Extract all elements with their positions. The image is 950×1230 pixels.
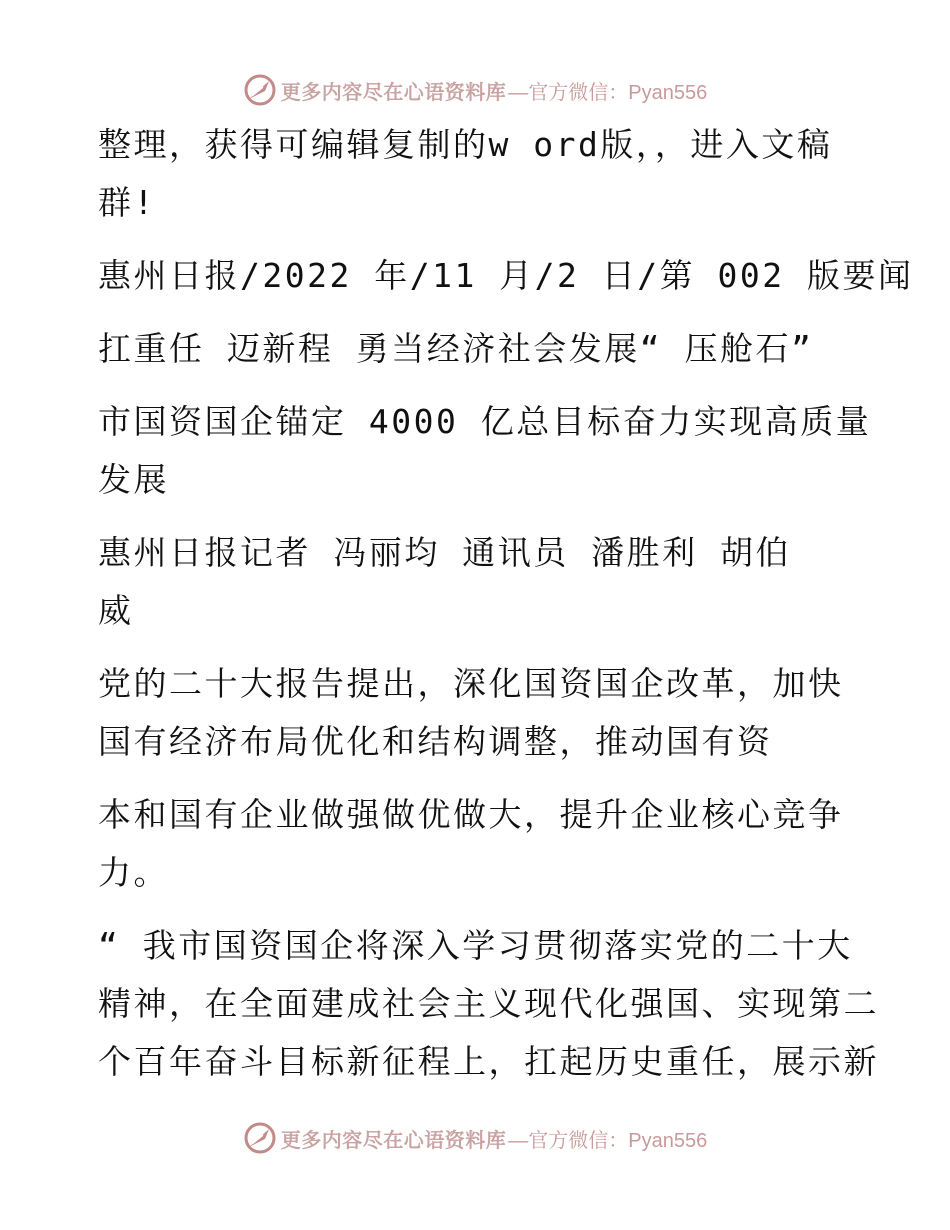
paragraph-line: 精神，在全面建成社会主义现代化强国、实现第二 — [98, 984, 879, 1023]
quill-logo-icon — [243, 73, 277, 107]
intro-line: 群! — [98, 183, 156, 222]
headline: 扛重任 迈新程 勇当经济社会发展“ 压舱石” — [98, 329, 814, 368]
banner-contact: —官方微信：Pyan556 — [508, 81, 708, 104]
paragraph-line: 本和国有企业做强做优做大，提升企业核心竞争 — [98, 795, 844, 834]
subheadline: 发展 — [98, 460, 169, 499]
intro-line: 整理，获得可编辑复制的w ord版，，进入文稿 — [98, 125, 833, 164]
paragraph-line: 力。 — [98, 853, 169, 892]
paragraph-line: 个百年奋斗目标新征程上，扛起历史重任，展示新 — [98, 1042, 879, 1081]
footer-banner — [0, 1116, 950, 1160]
banner-slogan: 更多内容尽在心语资料库 — [280, 1127, 507, 1152]
paragraph-line: “ 我市国资国企将深入学习贯彻落实党的二十大 — [98, 926, 853, 965]
banner-contact: —官方微信：Pyan556 — [508, 1129, 708, 1152]
source-line: 惠州日报/2022 年/11 月/2 日/第 002 版要闻 — [98, 256, 914, 295]
paragraph-line: 党的二十大报告提出，深化国资国企改革，加快 — [98, 664, 844, 703]
byline: 惠州日报记者 冯丽均 通讯员 潘胜利 胡伯 — [98, 533, 791, 572]
paragraph-line: 国有经济布局优化和结构调整，推动国有资 — [98, 722, 773, 761]
byline: 威 — [98, 591, 134, 630]
header-banner — [0, 68, 950, 112]
quill-logo-icon — [243, 1121, 277, 1155]
subheadline: 市国资国企锚定 4000 亿总目标奋力实现高质量 — [98, 402, 872, 441]
banner-slogan: 更多内容尽在心语资料库 — [280, 79, 507, 104]
document-body — [98, 116, 914, 1091]
